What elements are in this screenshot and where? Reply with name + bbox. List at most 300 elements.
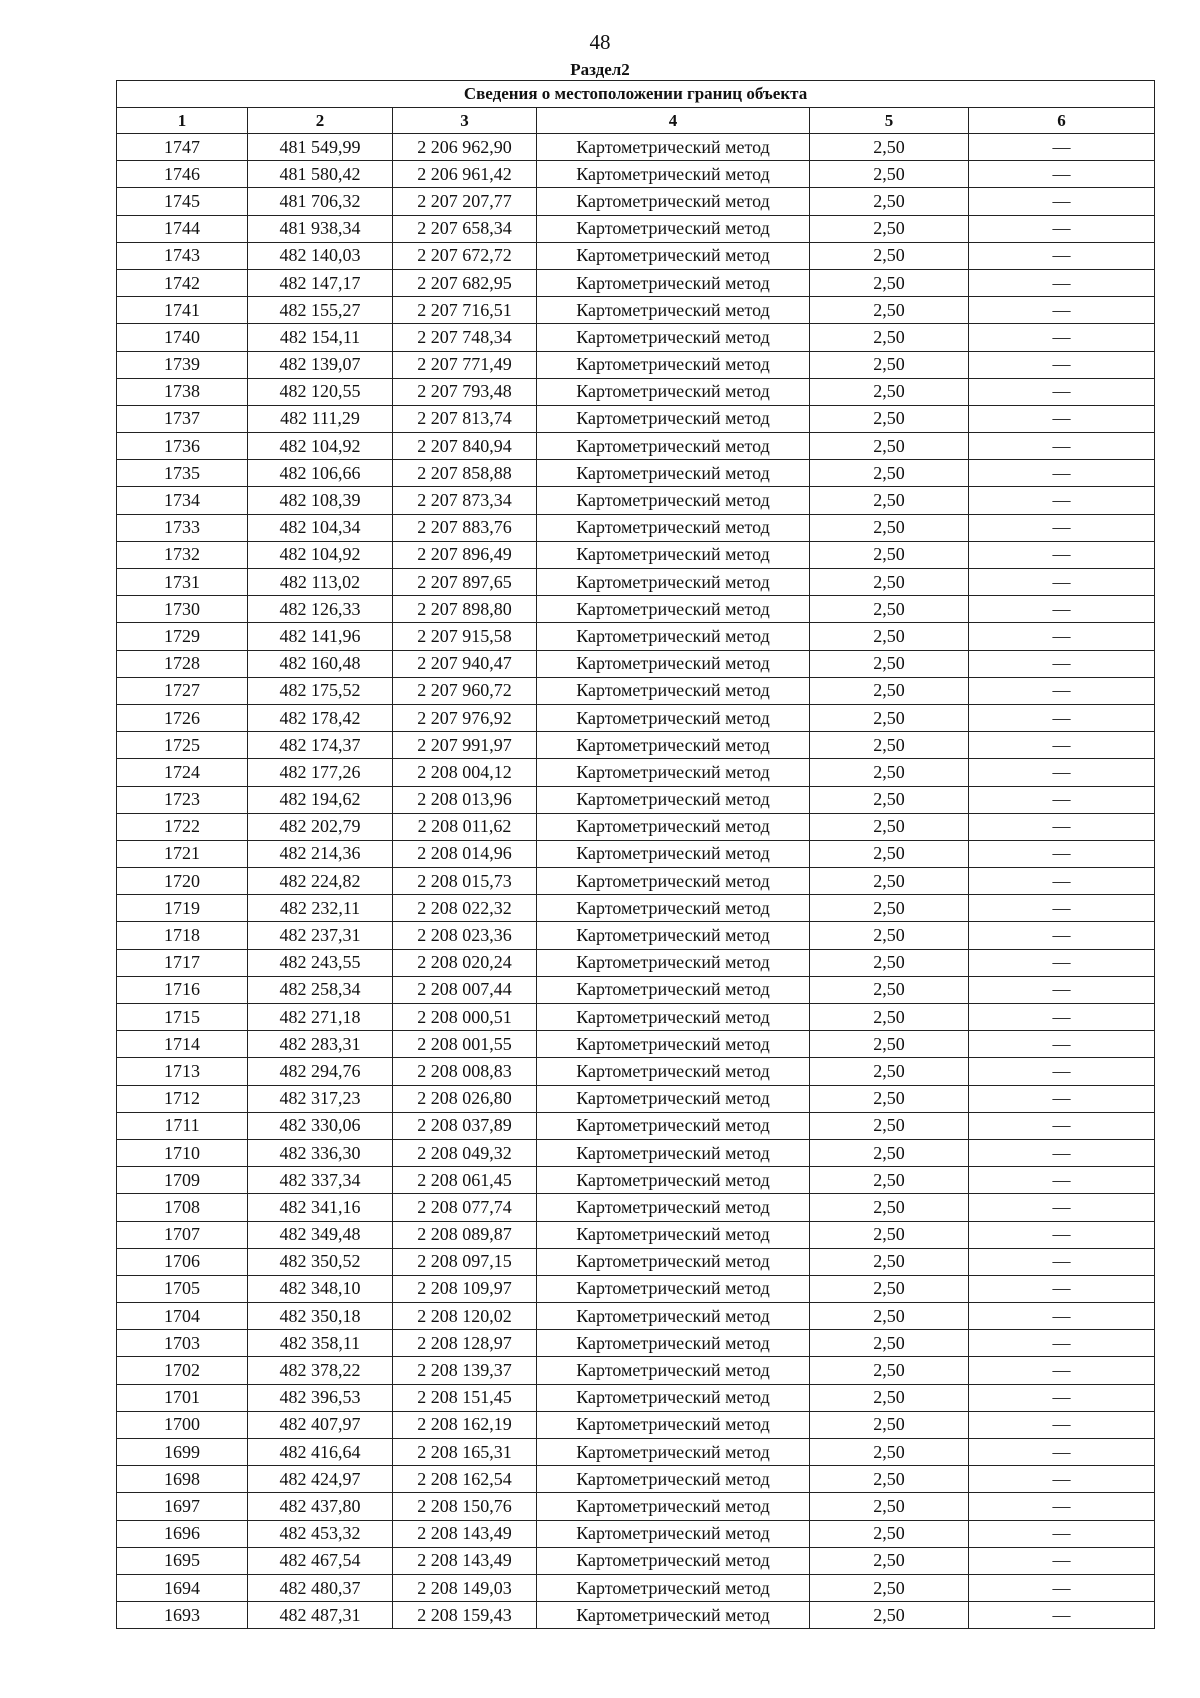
method-cell: Картометрический метод xyxy=(537,378,810,405)
table-row xyxy=(117,487,1155,514)
column-number-row xyxy=(117,108,1155,134)
method-cell: Картометрический метод xyxy=(537,623,810,650)
description-cell: — xyxy=(969,1167,1155,1194)
table-row xyxy=(117,1275,1155,1302)
accuracy-cell: 2,50 xyxy=(810,351,969,378)
description-cell: — xyxy=(969,161,1155,188)
x-coordinate-cell: 482 294,76 xyxy=(248,1058,393,1085)
accuracy-cell: 2,50 xyxy=(810,188,969,215)
table-row xyxy=(117,623,1155,650)
point-number-cell: 1742 xyxy=(117,269,248,296)
method-cell: Картометрический метод xyxy=(537,1466,810,1493)
accuracy-cell: 2,50 xyxy=(810,596,969,623)
accuracy-cell: 2,50 xyxy=(810,1112,969,1139)
y-coordinate-cell: 2 208 077,74 xyxy=(393,1194,537,1221)
description-cell: — xyxy=(969,732,1155,759)
method-cell: Картометрический метод xyxy=(537,704,810,731)
description-cell: — xyxy=(969,1439,1155,1466)
x-coordinate-cell: 481 938,34 xyxy=(248,215,393,242)
x-coordinate-cell: 482 106,66 xyxy=(248,460,393,487)
y-coordinate-cell: 2 208 128,97 xyxy=(393,1330,537,1357)
description-cell: — xyxy=(969,460,1155,487)
method-cell: Картометрический метод xyxy=(537,759,810,786)
description-cell: — xyxy=(969,1004,1155,1031)
method-cell: Картометрический метод xyxy=(537,1547,810,1574)
table-row xyxy=(117,732,1155,759)
accuracy-cell: 2,50 xyxy=(810,1357,969,1384)
point-number-cell: 1743 xyxy=(117,242,248,269)
table-row xyxy=(117,1602,1155,1629)
table-row xyxy=(117,161,1155,188)
table-row xyxy=(117,297,1155,324)
method-cell: Картометрический метод xyxy=(537,1493,810,1520)
method-cell: Картометрический метод xyxy=(537,269,810,296)
accuracy-cell: 2,50 xyxy=(810,1466,969,1493)
table-row xyxy=(117,324,1155,351)
accuracy-cell: 2,50 xyxy=(810,324,969,351)
method-cell: Картометрический метод xyxy=(537,161,810,188)
accuracy-cell: 2,50 xyxy=(810,895,969,922)
table-row xyxy=(117,1384,1155,1411)
x-coordinate-cell: 482 139,07 xyxy=(248,351,393,378)
table-row xyxy=(117,922,1155,949)
description-cell: — xyxy=(969,1493,1155,1520)
description-cell: — xyxy=(969,433,1155,460)
point-number-cell: 1728 xyxy=(117,650,248,677)
accuracy-cell: 2,50 xyxy=(810,1384,969,1411)
y-coordinate-cell: 2 208 004,12 xyxy=(393,759,537,786)
x-coordinate-cell: 482 416,64 xyxy=(248,1439,393,1466)
y-coordinate-cell: 2 208 014,96 xyxy=(393,840,537,867)
table-row xyxy=(117,677,1155,704)
accuracy-cell: 2,50 xyxy=(810,677,969,704)
description-cell: — xyxy=(969,541,1155,568)
accuracy-cell: 2,50 xyxy=(810,1139,969,1166)
table-row xyxy=(117,1303,1155,1330)
accuracy-cell: 2,50 xyxy=(810,297,969,324)
accuracy-cell: 2,50 xyxy=(810,405,969,432)
description-cell: — xyxy=(969,596,1155,623)
table-row xyxy=(117,242,1155,269)
description-cell: — xyxy=(969,1357,1155,1384)
y-coordinate-cell: 2 207 976,92 xyxy=(393,704,537,731)
method-cell: Картометрический метод xyxy=(537,1439,810,1466)
description-cell: — xyxy=(969,623,1155,650)
y-coordinate-cell: 2 207 991,97 xyxy=(393,732,537,759)
accuracy-cell: 2,50 xyxy=(810,161,969,188)
y-coordinate-cell: 2 208 011,62 xyxy=(393,813,537,840)
accuracy-cell: 2,50 xyxy=(810,623,969,650)
x-coordinate-cell: 482 178,42 xyxy=(248,704,393,731)
point-number-cell: 1696 xyxy=(117,1520,248,1547)
description-cell: — xyxy=(969,1466,1155,1493)
table-row xyxy=(117,460,1155,487)
table-row xyxy=(117,1466,1155,1493)
y-coordinate-cell: 2 208 150,76 xyxy=(393,1493,537,1520)
point-number-cell: 1737 xyxy=(117,405,248,432)
method-cell: Картометрический метод xyxy=(537,840,810,867)
method-cell: Картометрический метод xyxy=(537,405,810,432)
point-number-cell: 1717 xyxy=(117,949,248,976)
x-coordinate-cell: 482 378,22 xyxy=(248,1357,393,1384)
point-number-cell: 1708 xyxy=(117,1194,248,1221)
x-coordinate-cell: 482 348,10 xyxy=(248,1275,393,1302)
table-row xyxy=(117,840,1155,867)
method-cell: Картометрический метод xyxy=(537,596,810,623)
x-coordinate-cell: 482 126,33 xyxy=(248,596,393,623)
y-coordinate-cell: 2 208 023,36 xyxy=(393,922,537,949)
point-number-cell: 1697 xyxy=(117,1493,248,1520)
point-number-cell: 1724 xyxy=(117,759,248,786)
accuracy-cell: 2,50 xyxy=(810,1574,969,1601)
description-cell: — xyxy=(969,1139,1155,1166)
point-number-cell: 1702 xyxy=(117,1357,248,1384)
point-number-cell: 1713 xyxy=(117,1058,248,1085)
section-label: Раздел2 xyxy=(570,60,630,79)
x-coordinate-cell: 482 243,55 xyxy=(248,949,393,976)
description-cell: — xyxy=(969,1275,1155,1302)
x-coordinate-cell: 482 336,30 xyxy=(248,1139,393,1166)
description-cell: — xyxy=(969,514,1155,541)
method-cell: Картометрический метод xyxy=(537,242,810,269)
boundary-coordinates-table xyxy=(116,80,1155,1629)
method-cell: Картометрический метод xyxy=(537,1303,810,1330)
point-number-cell: 1739 xyxy=(117,351,248,378)
table-row xyxy=(117,1221,1155,1248)
point-number-cell: 1725 xyxy=(117,732,248,759)
point-number-cell: 1722 xyxy=(117,813,248,840)
x-coordinate-cell: 482 104,92 xyxy=(248,433,393,460)
point-number-cell: 1740 xyxy=(117,324,248,351)
y-coordinate-cell: 2 207 771,49 xyxy=(393,351,537,378)
description-cell: — xyxy=(969,1574,1155,1601)
method-cell: Картометрический метод xyxy=(537,514,810,541)
accuracy-cell: 2,50 xyxy=(810,1439,969,1466)
table-row xyxy=(117,433,1155,460)
accuracy-cell: 2,50 xyxy=(810,786,969,813)
method-cell: Картометрический метод xyxy=(537,868,810,895)
description-cell: — xyxy=(969,1085,1155,1112)
point-number-cell: 1746 xyxy=(117,161,248,188)
point-number-cell: 1716 xyxy=(117,976,248,1003)
x-coordinate-cell: 481 706,32 xyxy=(248,188,393,215)
x-coordinate-cell: 482 111,29 xyxy=(248,405,393,432)
description-cell: — xyxy=(969,759,1155,786)
y-coordinate-cell: 2 208 013,96 xyxy=(393,786,537,813)
point-number-cell: 1744 xyxy=(117,215,248,242)
table-row xyxy=(117,976,1155,1003)
x-coordinate-cell: 482 140,03 xyxy=(248,242,393,269)
y-coordinate-cell: 2 208 049,32 xyxy=(393,1139,537,1166)
table-row xyxy=(117,949,1155,976)
x-coordinate-cell: 482 487,31 xyxy=(248,1602,393,1629)
point-number-cell: 1704 xyxy=(117,1303,248,1330)
description-cell: — xyxy=(969,1058,1155,1085)
accuracy-cell: 2,50 xyxy=(810,242,969,269)
method-cell: Картометрический метод xyxy=(537,541,810,568)
method-cell: Картометрический метод xyxy=(537,786,810,813)
x-coordinate-cell: 482 175,52 xyxy=(248,677,393,704)
description-cell: — xyxy=(969,487,1155,514)
table-row xyxy=(117,188,1155,215)
accuracy-cell: 2,50 xyxy=(810,650,969,677)
method-cell: Картометрический метод xyxy=(537,297,810,324)
point-number-cell: 1705 xyxy=(117,1275,248,1302)
point-number-cell: 1706 xyxy=(117,1248,248,1275)
column-number-1: 1 xyxy=(117,108,248,134)
method-cell: Картометрический метод xyxy=(537,1194,810,1221)
table-row xyxy=(117,1112,1155,1139)
accuracy-cell: 2,50 xyxy=(810,1547,969,1574)
accuracy-cell: 2,50 xyxy=(810,1221,969,1248)
point-number-cell: 1707 xyxy=(117,1221,248,1248)
description-cell: — xyxy=(969,922,1155,949)
description-cell: — xyxy=(969,1602,1155,1629)
x-coordinate-cell: 482 104,92 xyxy=(248,541,393,568)
x-coordinate-cell: 482 480,37 xyxy=(248,1574,393,1601)
description-cell: — xyxy=(969,704,1155,731)
point-number-cell: 1738 xyxy=(117,378,248,405)
table-row xyxy=(117,1493,1155,1520)
method-cell: Картометрический метод xyxy=(537,1058,810,1085)
point-number-cell: 1701 xyxy=(117,1384,248,1411)
method-cell: Картометрический метод xyxy=(537,813,810,840)
method-cell: Картометрический метод xyxy=(537,487,810,514)
description-cell: — xyxy=(969,1112,1155,1139)
accuracy-cell: 2,50 xyxy=(810,1167,969,1194)
point-number-cell: 1715 xyxy=(117,1004,248,1031)
x-coordinate-cell: 482 108,39 xyxy=(248,487,393,514)
x-coordinate-cell: 482 317,23 xyxy=(248,1085,393,1112)
x-coordinate-cell: 482 232,11 xyxy=(248,895,393,922)
x-coordinate-cell: 482 155,27 xyxy=(248,297,393,324)
accuracy-cell: 2,50 xyxy=(810,1004,969,1031)
y-coordinate-cell: 2 208 000,51 xyxy=(393,1004,537,1031)
method-cell: Картометрический метод xyxy=(537,324,810,351)
y-coordinate-cell: 2 208 001,55 xyxy=(393,1031,537,1058)
table-row xyxy=(117,269,1155,296)
y-coordinate-cell: 2 208 162,19 xyxy=(393,1411,537,1438)
method-cell: Картометрический метод xyxy=(537,1602,810,1629)
table-row xyxy=(117,1520,1155,1547)
point-number-cell: 1720 xyxy=(117,868,248,895)
accuracy-cell: 2,50 xyxy=(810,840,969,867)
point-number-cell: 1714 xyxy=(117,1031,248,1058)
x-coordinate-cell: 482 177,26 xyxy=(248,759,393,786)
description-cell: — xyxy=(969,1248,1155,1275)
x-coordinate-cell: 482 113,02 xyxy=(248,569,393,596)
point-number-cell: 1741 xyxy=(117,297,248,324)
description-cell: — xyxy=(969,1411,1155,1438)
x-coordinate-cell: 482 337,34 xyxy=(248,1167,393,1194)
table-row xyxy=(117,1330,1155,1357)
y-coordinate-cell: 2 207 207,77 xyxy=(393,188,537,215)
accuracy-cell: 2,50 xyxy=(810,215,969,242)
table-row xyxy=(117,514,1155,541)
x-coordinate-cell: 481 549,99 xyxy=(248,134,393,161)
x-coordinate-cell: 482 330,06 xyxy=(248,1112,393,1139)
x-coordinate-cell: 482 237,31 xyxy=(248,922,393,949)
table-row xyxy=(117,895,1155,922)
x-coordinate-cell: 482 350,18 xyxy=(248,1303,393,1330)
description-cell: — xyxy=(969,405,1155,432)
description-cell: — xyxy=(969,297,1155,324)
point-number-cell: 1721 xyxy=(117,840,248,867)
table-row xyxy=(117,1547,1155,1574)
y-coordinate-cell: 2 207 793,48 xyxy=(393,378,537,405)
method-cell: Картометрический метод xyxy=(537,569,810,596)
y-coordinate-cell: 2 208 015,73 xyxy=(393,868,537,895)
accuracy-cell: 2,50 xyxy=(810,976,969,1003)
y-coordinate-cell: 2 206 961,42 xyxy=(393,161,537,188)
point-number-cell: 1735 xyxy=(117,460,248,487)
table-row xyxy=(117,596,1155,623)
method-cell: Картометрический метод xyxy=(537,1357,810,1384)
method-cell: Картометрический метод xyxy=(537,1574,810,1601)
accuracy-cell: 2,50 xyxy=(810,1085,969,1112)
method-cell: Картометрический метод xyxy=(537,1112,810,1139)
accuracy-cell: 2,50 xyxy=(810,460,969,487)
y-coordinate-cell: 2 207 840,94 xyxy=(393,433,537,460)
accuracy-cell: 2,50 xyxy=(810,487,969,514)
table-row xyxy=(117,351,1155,378)
description-cell: — xyxy=(969,269,1155,296)
method-cell: Картометрический метод xyxy=(537,949,810,976)
y-coordinate-cell: 2 208 026,80 xyxy=(393,1085,537,1112)
table-row xyxy=(117,1439,1155,1466)
point-number-cell: 1736 xyxy=(117,433,248,460)
x-coordinate-cell: 482 407,97 xyxy=(248,1411,393,1438)
method-cell: Картометрический метод xyxy=(537,188,810,215)
y-coordinate-cell: 2 208 165,31 xyxy=(393,1439,537,1466)
y-coordinate-cell: 2 208 061,45 xyxy=(393,1167,537,1194)
accuracy-cell: 2,50 xyxy=(810,134,969,161)
table-row xyxy=(117,704,1155,731)
accuracy-cell: 2,50 xyxy=(810,1058,969,1085)
description-cell: — xyxy=(969,1221,1155,1248)
method-cell: Картометрический метод xyxy=(537,895,810,922)
description-cell: — xyxy=(969,215,1155,242)
x-coordinate-cell: 482 194,62 xyxy=(248,786,393,813)
point-number-cell: 1710 xyxy=(117,1139,248,1166)
y-coordinate-cell: 2 207 940,47 xyxy=(393,650,537,677)
x-coordinate-cell: 482 160,48 xyxy=(248,650,393,677)
accuracy-cell: 2,50 xyxy=(810,1031,969,1058)
y-coordinate-cell: 2 208 097,15 xyxy=(393,1248,537,1275)
y-coordinate-cell: 2 207 897,65 xyxy=(393,569,537,596)
description-cell: — xyxy=(969,1384,1155,1411)
y-coordinate-cell: 2 207 813,74 xyxy=(393,405,537,432)
y-coordinate-cell: 2 206 962,90 xyxy=(393,134,537,161)
x-coordinate-cell: 482 349,48 xyxy=(248,1221,393,1248)
accuracy-cell: 2,50 xyxy=(810,813,969,840)
accuracy-cell: 2,50 xyxy=(810,269,969,296)
table-row xyxy=(117,569,1155,596)
y-coordinate-cell: 2 208 159,43 xyxy=(393,1602,537,1629)
method-cell: Картометрический метод xyxy=(537,1139,810,1166)
method-cell: Картометрический метод xyxy=(537,1330,810,1357)
y-coordinate-cell: 2 207 672,72 xyxy=(393,242,537,269)
column-number-6: 6 xyxy=(969,108,1155,134)
x-coordinate-cell: 482 283,31 xyxy=(248,1031,393,1058)
column-number-2: 2 xyxy=(248,108,393,134)
point-number-cell: 1731 xyxy=(117,569,248,596)
y-coordinate-cell: 2 208 008,83 xyxy=(393,1058,537,1085)
description-cell: — xyxy=(969,868,1155,895)
method-cell: Картометрический метод xyxy=(537,215,810,242)
description-cell: — xyxy=(969,378,1155,405)
y-coordinate-cell: 2 207 873,34 xyxy=(393,487,537,514)
table-row xyxy=(117,1411,1155,1438)
method-cell: Картометрический метод xyxy=(537,976,810,1003)
table-row xyxy=(117,134,1155,161)
y-coordinate-cell: 2 207 658,34 xyxy=(393,215,537,242)
description-cell: — xyxy=(969,976,1155,1003)
point-number-cell: 1745 xyxy=(117,188,248,215)
table-row xyxy=(117,1357,1155,1384)
accuracy-cell: 2,50 xyxy=(810,1411,969,1438)
point-number-cell: 1719 xyxy=(117,895,248,922)
description-cell: — xyxy=(969,1330,1155,1357)
method-cell: Картометрический метод xyxy=(537,1004,810,1031)
x-coordinate-cell: 482 214,36 xyxy=(248,840,393,867)
point-number-cell: 1700 xyxy=(117,1411,248,1438)
table-row xyxy=(117,1167,1155,1194)
x-coordinate-cell: 482 453,32 xyxy=(248,1520,393,1547)
y-coordinate-cell: 2 208 143,49 xyxy=(393,1547,537,1574)
method-cell: Картометрический метод xyxy=(537,1520,810,1547)
y-coordinate-cell: 2 207 883,76 xyxy=(393,514,537,541)
x-coordinate-cell: 482 396,53 xyxy=(248,1384,393,1411)
point-number-cell: 1727 xyxy=(117,677,248,704)
y-coordinate-cell: 2 207 915,58 xyxy=(393,623,537,650)
point-number-cell: 1693 xyxy=(117,1602,248,1629)
accuracy-cell: 2,50 xyxy=(810,514,969,541)
y-coordinate-cell: 2 208 162,54 xyxy=(393,1466,537,1493)
accuracy-cell: 2,50 xyxy=(810,1194,969,1221)
table-row xyxy=(117,650,1155,677)
accuracy-cell: 2,50 xyxy=(810,1520,969,1547)
description-cell: — xyxy=(969,134,1155,161)
x-coordinate-cell: 481 580,42 xyxy=(248,161,393,188)
y-coordinate-cell: 2 208 022,32 xyxy=(393,895,537,922)
point-number-cell: 1694 xyxy=(117,1574,248,1601)
description-cell: — xyxy=(969,677,1155,704)
method-cell: Картометрический метод xyxy=(537,1411,810,1438)
method-cell: Картометрический метод xyxy=(537,460,810,487)
table-title: Сведения о местоположении границ объекта xyxy=(117,81,1155,108)
table-row xyxy=(117,1085,1155,1112)
table-row xyxy=(117,1139,1155,1166)
method-cell: Картометрический метод xyxy=(537,1248,810,1275)
y-coordinate-cell: 2 208 151,45 xyxy=(393,1384,537,1411)
accuracy-cell: 2,50 xyxy=(810,949,969,976)
description-cell: — xyxy=(969,895,1155,922)
column-number-4: 4 xyxy=(537,108,810,134)
accuracy-cell: 2,50 xyxy=(810,378,969,405)
description-cell: — xyxy=(969,1303,1155,1330)
y-coordinate-cell: 2 207 716,51 xyxy=(393,297,537,324)
x-coordinate-cell: 482 174,37 xyxy=(248,732,393,759)
x-coordinate-cell: 482 467,54 xyxy=(248,1547,393,1574)
x-coordinate-cell: 482 120,55 xyxy=(248,378,393,405)
x-coordinate-cell: 482 154,11 xyxy=(248,324,393,351)
method-cell: Картометрический метод xyxy=(537,677,810,704)
method-cell: Картометрический метод xyxy=(537,433,810,460)
description-cell: — xyxy=(969,351,1155,378)
y-coordinate-cell: 2 208 149,03 xyxy=(393,1574,537,1601)
x-coordinate-cell: 482 350,52 xyxy=(248,1248,393,1275)
